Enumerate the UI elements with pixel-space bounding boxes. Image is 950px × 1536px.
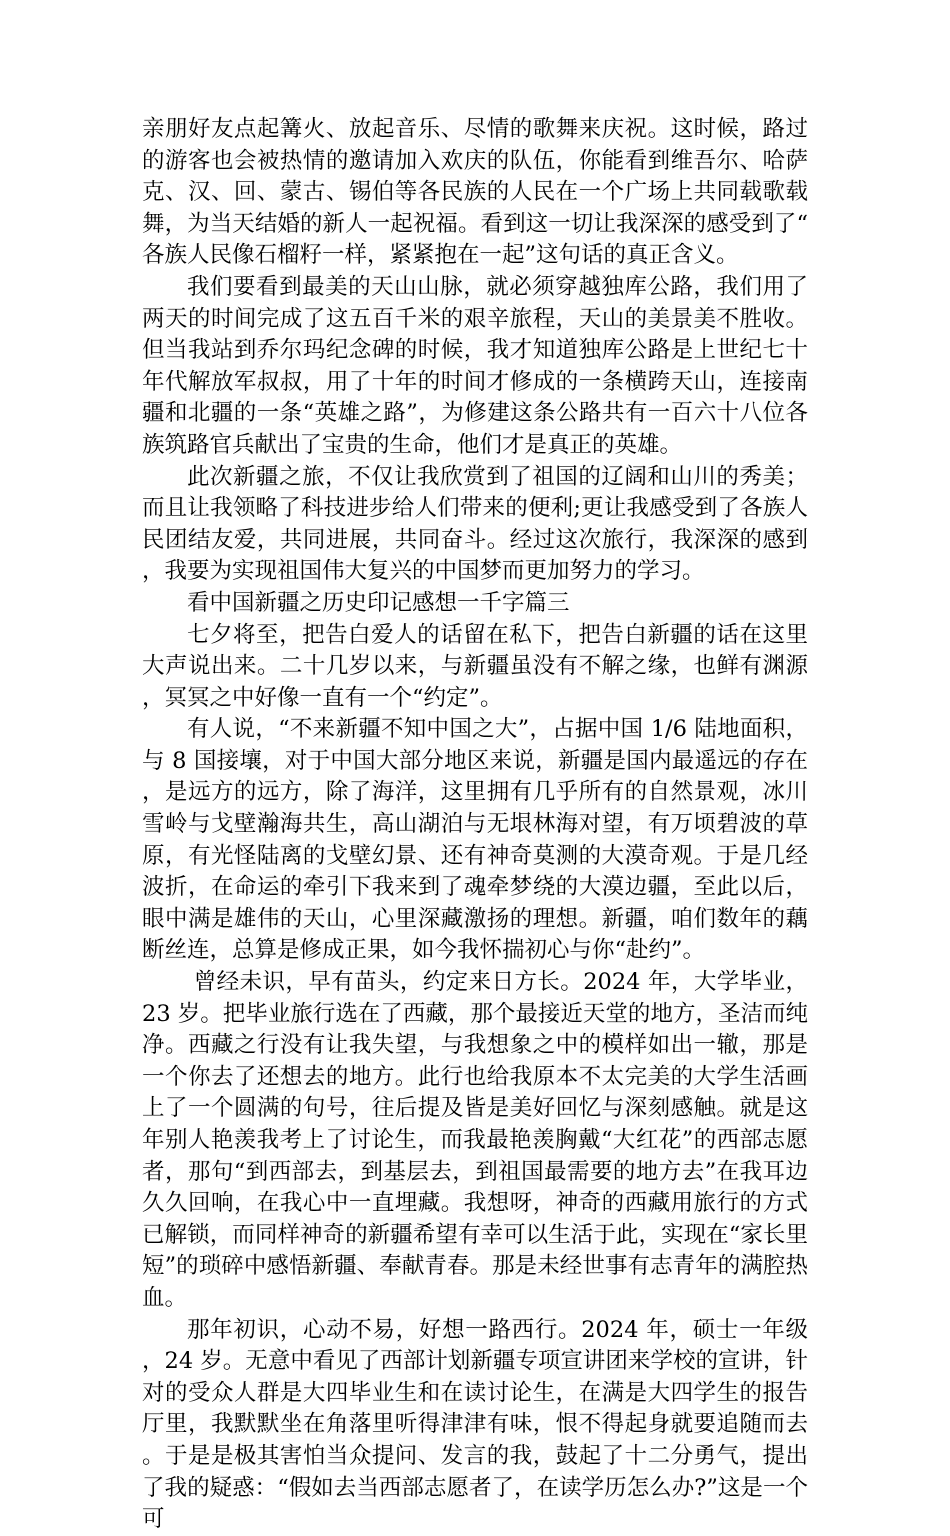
paragraph-xinjiang-vastness: 有人说，“不来新疆不知中国之大”，占据中国 1/6 陆地面积，与 8 国接壤，对于中国大部分地区来说，新疆是国内最遥远的存在，是远方的远方，除了海洋，这里拥有几乎所有的自然景观，冰川雪岭与戈壁瀚海共生，高山湖泊与无垠林海对望，有万顷碧波的草原，有光怪陆离的戈壁幻景、还有神奇莫测的大漠奇观。于是几经波折，在命运的牵引下我来到了魂牵梦绕的大漠边疆，至此以后，眼中满是雄伟的天山，心里深藏激扬的理想。新疆，咱们数年的藕断丝连，总算是修成正果，如今我怀揣初心与你“赴约”。	[142, 716, 808, 964]
paragraph-first-encounter: 那年初识，心动不易，好想一路西行。2024 年，硕士一年级，24 岁。无意中看见了西部计划新疆专项宣讲团来学校的宣讲，针对的受众人群是大四毕业生和在读讨论生，在满是大四学生的报告厅里，我默默坐在角落里听得津津有味，恨不得起身就要追随而去。于是是极其害怕当众提问、发言的我，鼓起了十二分勇气，提出了我的疑惑：“假如去当西部志愿者了，在读学历怎么办?”这是一个可	[142, 1316, 808, 1533]
paragraph-qixi: 七夕将至，把告白爱人的话留在私下，把告白新疆的话在这里大声说出来。二十几岁以来，与新疆虽没有不解之缘，也鲜有渊源，冥冥之中好像一直有一个“约定”。	[142, 621, 808, 711]
paragraph-wedding-celebration: 亲朋好友点起篝火、放起音乐、尽情的歌舞来庆祝。这时候，路过的游客也会被热情的邀请加入欢庆的队伍，你能看到维吾尔、哈萨克、汉、回、蒙古、锡伯等各民族的人民在一个广场上共同载歌载舞，为当天结婚的新人一起祝福。看到这一切让我深深的感受到了“各族人民像石榴籽一样，紧紧抱在一起”这句话的真正含义。	[142, 116, 808, 269]
paragraph-duku-highway: 我们要看到最美的天山山脉，就必须穿越独库公路，我们用了两天的时间完成了这五百千米的艰辛旅程，天山的美景美不胜收。但当我站到乔尔玛纪念碑的时候，我才知道独库公路是上世纪七十年代解放军叔叔，用了十年的时间才修成的一条横跨天山，连接南疆和北疆的一条“英雄之路”，为修建这条公路共有一百六十八位各族筑路官兵献出了宝贵的生命，他们才是真正的英雄。	[142, 273, 808, 458]
document-body	[142, 114, 808, 1536]
section-heading: 看中国新疆之历史印记感想一千字篇三	[187, 589, 570, 616]
paragraph-trip-summary: 此次新疆之旅，不仅让我欣赏到了祖国的辽阔和山川的秀美；而且让我领略了科技进步给人们带来的便利;更让我感受到了各族人民团结友爱，共同进展，共同奋斗。经过这次旅行，我深深的感到，我要为实现祖国伟大复兴的中国梦而更加努力的学习。	[142, 463, 808, 585]
paragraph-tibet-graduation: 曾经未识，早有苗头，约定来日方长。2024 年，大学毕业，23 岁。把毕业旅行选在了西藏，那个最接近天堂的地方，圣洁而纯净。西藏之行没有让我失望，与我想象之中的模样如出一辙，那是一个你去了还想去的地方。此行也给我原本不太完美的大学生活画上了一个圆满的句号，往后提及皆是美好回忆与深刻感触。就是这年别人艳羡我考上了讨论生，而我最艳羡胸戴“大红花”的西部志愿者，那句“到西部去，到基层去，到祖国最需要的地方去”在我耳边久久回响，在我心中一直埋藏。我想呀，神奇的西藏用旅行的方式已解锁，而同样神奇的新疆希望有幸可以生活于此，实现在“家长里短”的琐碎中感悟新疆、奉献青春。那是未经世事有志青年的满腔热血。	[142, 969, 808, 1311]
